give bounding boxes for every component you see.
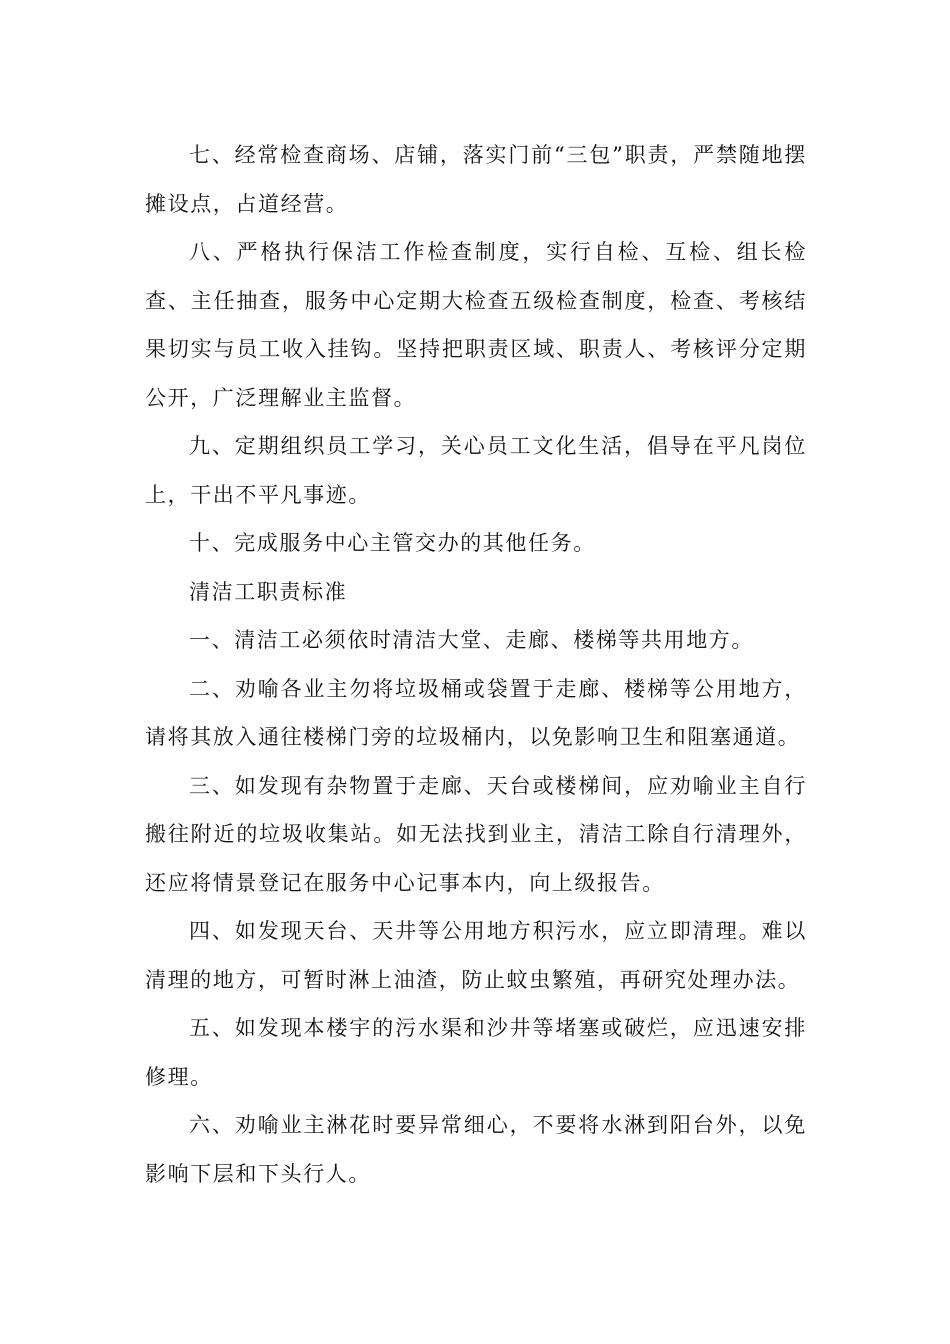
paragraph-7: 七、经常检查商场、店铺，落实门前“三包”职责，严禁随地摆摊设点，占道经营。: [145, 143, 807, 216]
cleaner-item-4: 四、如发现天台、天井等公用地方积污水，应立即清理。难以清理的地方，可暂时淋上油渣，防止蚊虫繁殖，再研究处理办法。: [145, 919, 807, 992]
paragraph-10: 十、完成服务中心主管交办的其他任务。: [189, 531, 596, 555]
cleaner-item-3: 三、如发现有杂物置于走廊、天台或楼梯间，应劝喻业主自行搬往附近的垃圾收集站。如无法找到业主，清洁工除自行清理外，还应将情景登记在服务中心记事本内，向上级报告。: [145, 773, 807, 895]
document-body: [145, 131, 807, 1198]
cleaner-item-5: 五、如发现本楼宇的污水渠和沙井等堵塞或破烂，应迅速安排修理。: [145, 1016, 807, 1089]
paragraph-9: 九、定期组织员工学习，关心员工文化生活，倡导在平凡岗位上，干出不平凡事迹。: [145, 434, 807, 507]
section-heading: 清洁工职责标准: [189, 579, 348, 604]
paragraph-8: 八、严格执行保洁工作检查制度，实行自检、互检、组长检查、主任抽查，服务中心定期大检查五级检查制度，检查、考核结果切实与员工收入挂钩。坚持把职责区域、职责人、考核评分定期公开，广泛理解业主监督。: [145, 240, 807, 410]
cleaner-item-1: 一、清洁工必须依时清洁大堂、走廊、楼梯等共用地方。: [189, 628, 754, 652]
cleaner-item-2: 二、劝喻各业主勿将垃圾桶或袋置于走廊、楼梯等公用地方，请将其放入通往楼梯门旁的垃圾桶内，以免影响卫生和阻塞通道。: [145, 676, 807, 749]
cleaner-item-6: 六、劝喻业主淋花时要异常细心，不要将水淋到阳台外，以免影响下层和下头行人。: [145, 1113, 807, 1186]
